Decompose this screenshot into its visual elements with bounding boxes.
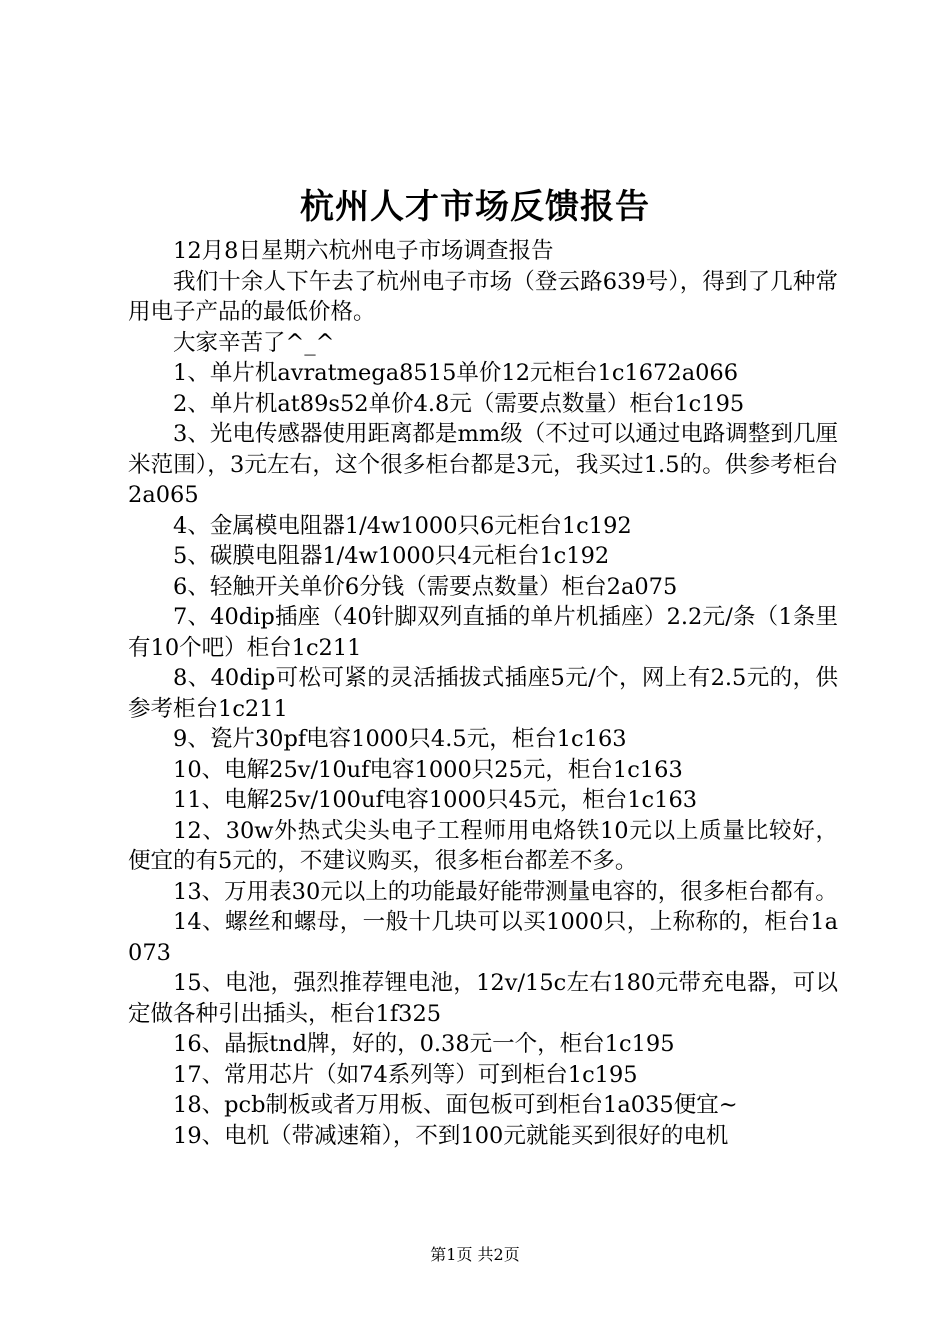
list-item: 9、瓷片30pf电容1000只4.5元，柜台1c163	[173, 726, 627, 752]
list-item: 13、万用表30元以上的功能最好能带测量电容的，很多柜台都有。	[173, 878, 838, 905]
page-indicator: 第1页 共2页	[430, 1245, 520, 1264]
list-item: 10、电解25v/10uf电容1000只25元，柜台1c163	[173, 756, 683, 783]
paragraph-thanks: 大家辛苦了^_^	[173, 329, 335, 356]
list-item: 18、pcb制板或者万用板、面包板可到柜台1a035便宜~	[173, 1092, 738, 1118]
paragraph-date-heading: 12月8日星期六杭州电子市场调查报告	[173, 238, 554, 264]
list-item: 12、30w外热式尖头电子工程师用电烙铁10元以上质量比较好，便宜的有5元的，不建议购买，很多柜台都差不多。	[128, 817, 838, 874]
list-item: 11、电解25v/100uf电容1000只45元，柜台1c163	[173, 787, 698, 813]
list-item: 1、单片机avratmega8515单价12元柜台1c1672a066	[173, 360, 739, 386]
list-item: 2、单片机at89s52单价4.8元（需要点数量）柜台1c195	[173, 390, 745, 417]
page-footer	[0, 1244, 950, 1266]
list-item: 6、轻触开关单价6分钱（需要点数量）柜台2a075	[173, 573, 678, 600]
document-title: 杭州人才市场反馈报告	[300, 187, 650, 227]
list-item: 19、电机（带减速箱），不到100元就能买到很好的电机	[173, 1122, 729, 1149]
list-item: 15、电池，强烈推荐锂电池，12v/15c左右180元带充电器，可以定做各种引出插头，柜台1f325	[128, 970, 838, 1027]
document-body	[128, 236, 838, 1151]
list-item: 7、40dip插座（40针脚双列直插的单片机插座）2.2元/条（1条里有10个吧）柜台1c211	[128, 604, 838, 661]
list-item: 4、金属模电阻器1/4w1000只6元柜台1c192	[173, 512, 632, 539]
list-item: 17、常用芯片（如74系列等）可到柜台1c195	[173, 1061, 638, 1088]
list-item: 16、晶振tnd牌，好的，0.38元一个，柜台1c195	[173, 1031, 675, 1057]
list-item: 3、光电传感器使用距离都是mm级（不过可以通过电路调整到几厘米范围），3元左右，这个很多柜台都是3元，我买过1.5的。供参考柜台2a065	[128, 421, 838, 508]
paragraph-intro: 我们十余人下午去了杭州电子市场（登云路639号），得到了几种常用电子产品的最低价格。	[128, 268, 838, 325]
list-item: 5、碳膜电阻器1/4w1000只4元柜台1c192	[173, 543, 610, 569]
list-item: 14、螺丝和螺母，一般十几块可以买1000只，上称称的，柜台1a073	[128, 909, 838, 966]
list-item: 8、40dip可松可紧的灵活插拔式插座5元/个，网上有2.5元的，供参考柜台1c211	[128, 665, 838, 722]
